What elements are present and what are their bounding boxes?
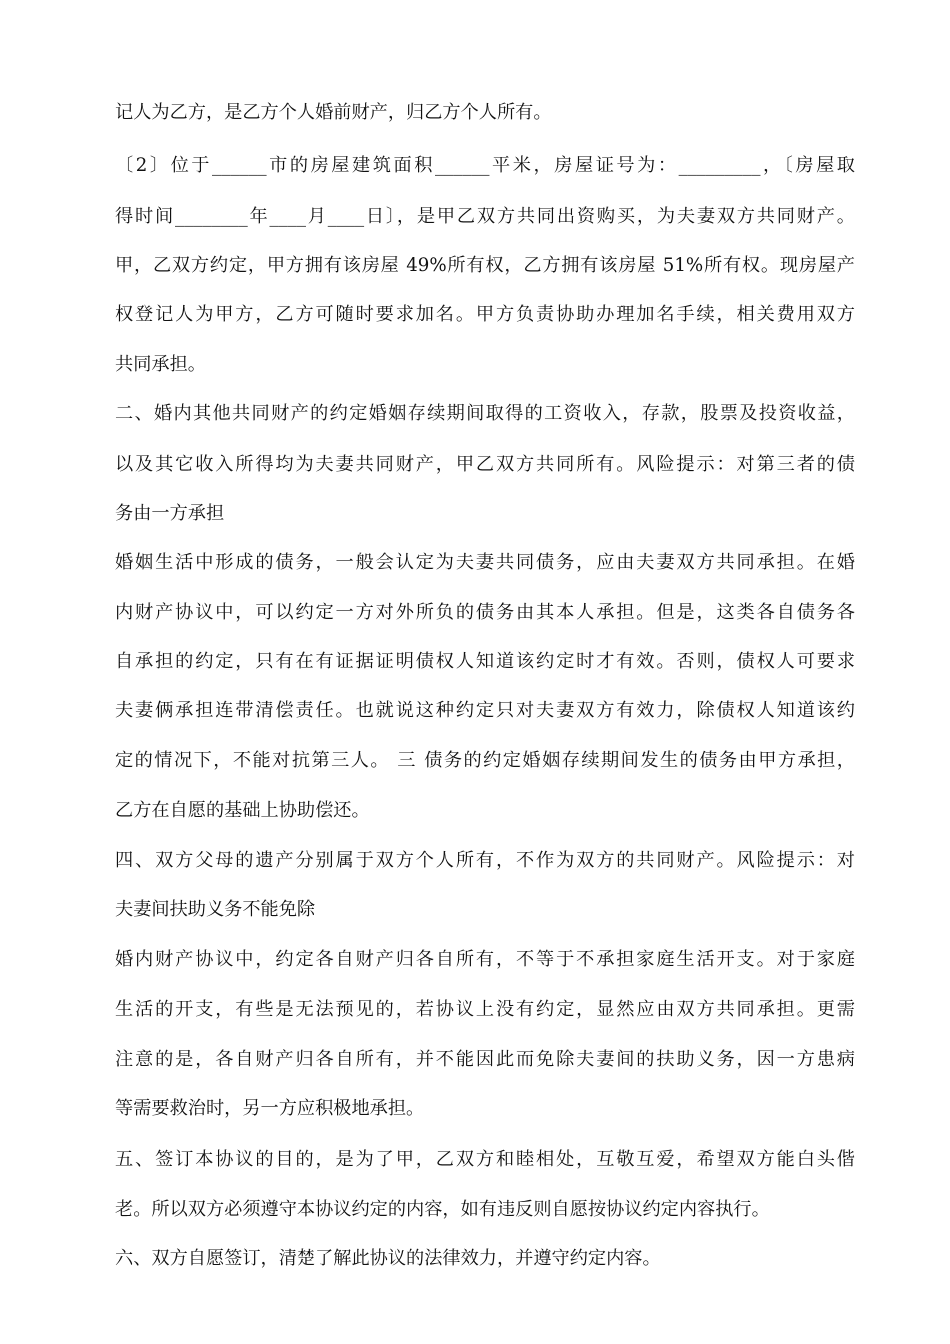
text-line: 二、婚内其他共同财产的约定婚姻存续期间取得的工资收入，存款，股票及投资收益，: [115, 403, 855, 424]
text-line: 等需要救治时，另一方应积极地承担。: [115, 1098, 425, 1119]
text-line: 权登记人为甲方，乙方可随时要求加名。甲方负责协助办理加名手续，相关费用双方: [115, 304, 855, 325]
text-line: 老。所以双方必须遵守本协议约定的内容，如有违反则自愿按协议约定内容执行。: [115, 1199, 770, 1220]
text-line: 六、双方自愿签订，清楚了解此协议的法律效力，并遵守约定内容。: [115, 1248, 661, 1269]
text-line: 五、签订本协议的目的，是为了甲，乙双方和睦相处，互敬互爱，希望双方能白头偕: [115, 1149, 855, 1170]
text-line: 内财产协议中，可以约定一方对外所负的债务由其本人承担。但是，这类各自债务各: [115, 602, 855, 623]
text-line: 注意的是，各自财产归各自所有，并不能因此而免除夫妻间的扶助义务，因一方患病: [115, 1049, 855, 1070]
text-line: 夫妻俩承担连带清偿责任。也就说这种约定只对夫妻双方有效力，除债权人知道该约: [115, 700, 855, 721]
text-line: 以及其它收入所得均为夫妻共同财产，甲乙双方共同所有。风险提示：对第三者的债: [115, 454, 855, 475]
text-line: 甲，乙双方约定，甲方拥有该房屋 49%所有权，乙方拥有该房屋 51%所有权。现房屋产: [115, 255, 855, 276]
text-line: 生活的开支，有些是无法预见的，若协议上没有约定，显然应由双方共同承担。更需: [115, 999, 855, 1020]
text-line: 乙方在自愿的基础上协助偿还。: [115, 800, 370, 821]
text-line: 务由一方承担: [115, 503, 225, 524]
text-line: 自承担的约定，只有在有证据证明债权人知道该约定时才有效。否则，债权人可要求: [115, 651, 855, 672]
text-line: 婚内财产协议中，约定各自财产归各自所有，不等于不承担家庭生活开支。对于家庭: [115, 949, 855, 970]
text-line: 夫妻间扶助义务不能免除: [115, 899, 316, 920]
text-line: 得时间________年____月____日〕，是甲乙双方共同出资购买，为夫妻双方共同财产。: [115, 206, 855, 227]
text-line: 定的情况下，不能对抗第三人。 三 债务的约定婚姻存续期间发生的债务由甲方承担，: [115, 750, 855, 771]
text-line: 记人为乙方，是乙方个人婚前财产，归乙方个人所有。: [115, 102, 552, 123]
text-line: 〔2〕位于______市的房屋建筑面积______平米，房屋证号为：_________，〔房屋取: [115, 155, 855, 176]
text-line: 婚姻生活中形成的债务，一般会认定为夫妻共同债务，应由夫妻双方共同承担。在婚: [115, 552, 855, 573]
text-line: 共同承担。: [115, 354, 206, 375]
text-line: 四、双方父母的遗产分别属于双方个人所有，不作为双方的共同财产。风险提示：对: [115, 850, 855, 871]
